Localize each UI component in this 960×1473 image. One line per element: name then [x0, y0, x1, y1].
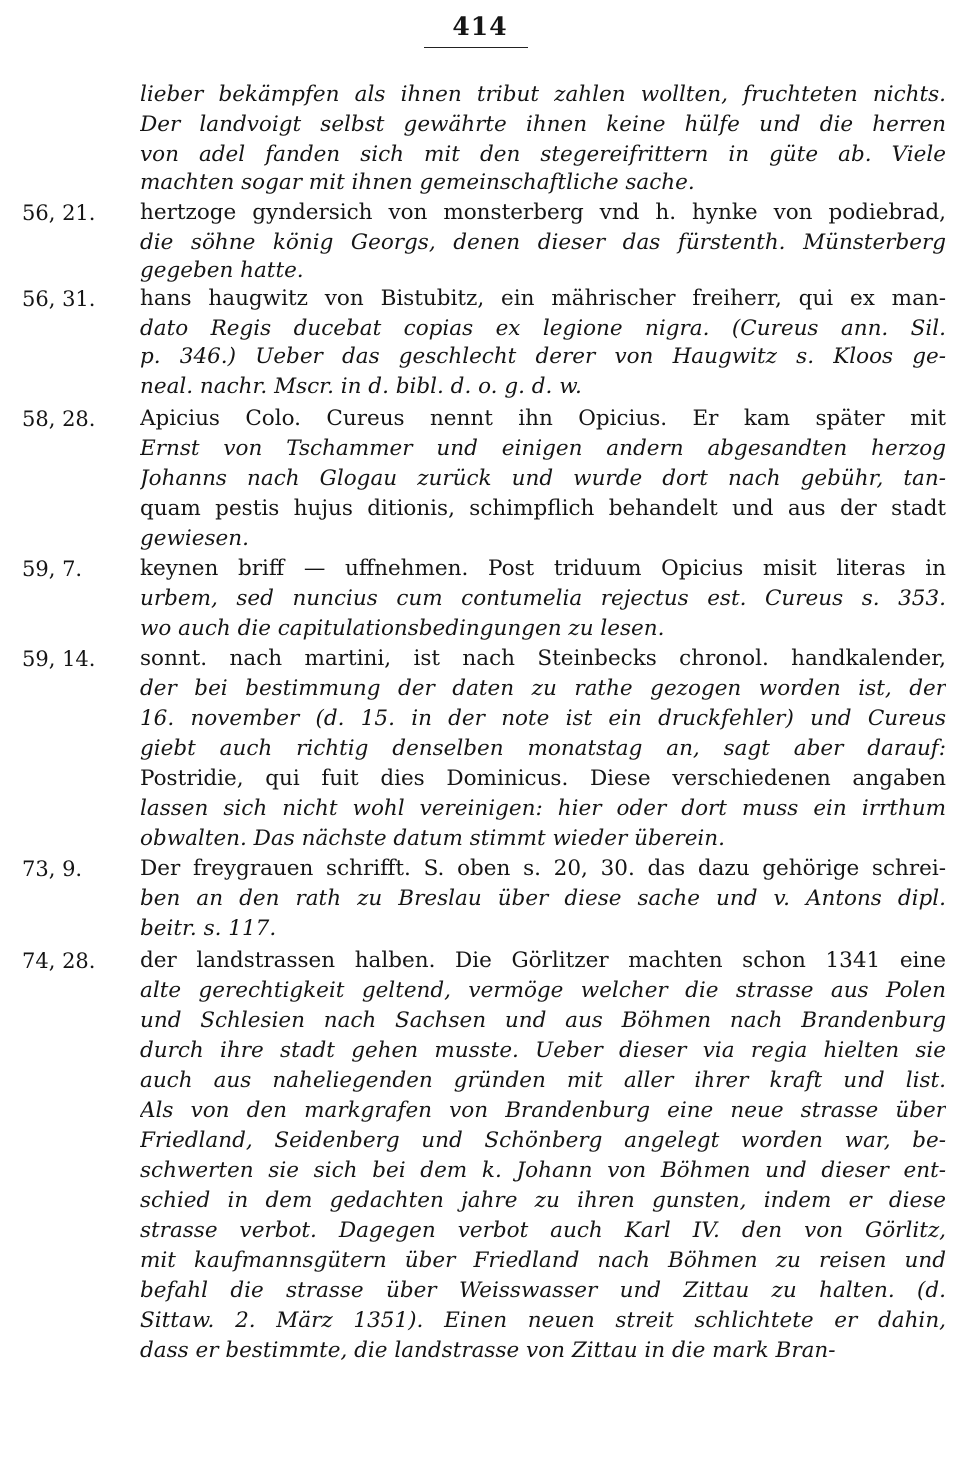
line-text: Johanns nach Glogau zurück und wurde dort nach gebühr, tan- — [140, 466, 946, 491]
line-text: dass er bestimmte, die landstrasse von Zittau in die mark Bran- — [140, 1338, 836, 1363]
text-line — [0, 1126, 960, 1156]
line-text: gewiesen. — [140, 526, 249, 551]
line-text: auch aus naheliegenden gründen mit aller ihrer kraft und list. — [140, 1068, 946, 1093]
line-reference: 59, 14. — [22, 647, 96, 671]
text-line — [0, 110, 960, 140]
text-line — [0, 1066, 960, 1096]
line-text: schwerten sie sich bei dem k. Johann von Böhmen und dieser ent- — [140, 1158, 946, 1183]
header-rule — [424, 47, 528, 48]
line-text: Apicius Colo. Cureus nennt ihn Opicius. Er kam später mit — [140, 406, 946, 431]
text-line — [0, 1156, 960, 1186]
text-line — [0, 554, 960, 584]
line-text: Postridie, qui fuit dies Dominicus. Diese verschiedenen angaben — [140, 766, 946, 791]
text-line — [0, 734, 960, 764]
text-line — [0, 524, 960, 554]
line-text: neal. nachr. Mscr. in d. bibl. d. o. g. d. w. — [140, 374, 582, 399]
text-line — [0, 256, 960, 286]
line-reference: 58, 28. — [22, 407, 96, 431]
line-text: von adel fanden sich mit den stegereifrittern in güte ab. Viele — [140, 142, 946, 167]
line-text: schied in dem gedachten jahre zu ihren gunsten, indem er diese — [140, 1188, 946, 1213]
text-line — [0, 168, 960, 198]
page-number: 414 — [452, 12, 508, 41]
line-text: lassen sich nicht wohl vereinigen: hier oder dort muss ein irrthum — [140, 796, 946, 821]
line-text: giebt auch richtig denselben monatstag an, sagt aber darauf: — [140, 736, 946, 761]
line-text: quam pestis hujus ditionis, schimpflich behandelt und aus der stadt — [140, 496, 946, 521]
line-text: dato Regis ducebat copias ex legione nigra. (Cureus ann. Sil. — [140, 316, 946, 341]
line-text: urbem, sed nuncius cum contumelia rejectus est. Cureus s. 353. — [140, 586, 946, 611]
text-line — [0, 764, 960, 794]
line-reference: 73, 9. — [22, 857, 83, 881]
text-line — [0, 1006, 960, 1036]
text-line — [0, 140, 960, 170]
text-line — [0, 704, 960, 734]
line-text: mit kaufmannsgütern über Friedland nach Böhmen zu reisen und — [140, 1248, 946, 1273]
line-reference: 59, 7. — [22, 557, 83, 581]
line-text: machten sogar mit ihnen gemeinschaftliche sache. — [140, 170, 695, 195]
line-text: Sittaw. 2. März 1351). Einen neuen streit schlichtete er dahin, — [140, 1308, 946, 1333]
line-text: strasse verbot. Dagegen verbot auch Karl IV. den von Görlitz, — [140, 1218, 946, 1243]
line-text: gegeben hatte. — [140, 258, 304, 283]
text-line — [0, 1246, 960, 1276]
text-line — [0, 914, 960, 944]
text-line — [0, 854, 960, 884]
line-reference: 56, 31. — [22, 287, 96, 311]
text-line — [0, 80, 960, 110]
text-line — [0, 198, 960, 228]
line-text: die söhne könig Georgs, denen dieser das fürstenth. Münsterberg — [140, 230, 946, 255]
text-line — [0, 1336, 960, 1366]
text-line — [0, 794, 960, 824]
text-line — [0, 284, 960, 314]
text-line — [0, 1306, 960, 1336]
line-text: hertzoge gyndersich von monsterberg vnd h. hynke von podiebrad, — [140, 200, 946, 225]
line-reference: 74, 28. — [22, 949, 96, 973]
text-line — [0, 228, 960, 258]
text-line — [0, 464, 960, 494]
text-line — [0, 824, 960, 854]
line-text: Friedland, Seidenberg und Schönberg angelegt worden war, be- — [140, 1128, 946, 1153]
text-line — [0, 884, 960, 914]
text-line — [0, 584, 960, 614]
text-line — [0, 1186, 960, 1216]
line-text: beitr. s. 117. — [140, 916, 277, 941]
line-text: der landstrassen halben. Die Görlitzer machten schon 1341 eine — [140, 948, 946, 973]
text-line — [0, 1096, 960, 1126]
text-line — [0, 1216, 960, 1246]
line-text: alte gerechtigkeit geltend, vermöge welcher die strasse aus Polen — [140, 978, 946, 1003]
text-line — [0, 946, 960, 976]
line-text: Der landvoigt selbst gewährte ihnen keine hülfe und die herren — [140, 112, 946, 137]
line-text: hans haugwitz von Bistubitz, ein mährischer freiherr, qui ex man- — [140, 286, 946, 311]
text-line — [0, 674, 960, 704]
text-line — [0, 372, 960, 402]
line-text: Der freygrauen schrifft. S. oben s. 20, 30. das dazu gehörige schrei- — [140, 856, 946, 881]
line-text: und Schlesien nach Sachsen und aus Böhmen nach Brandenburg — [140, 1008, 946, 1033]
text-line — [0, 644, 960, 674]
text-line — [0, 1276, 960, 1306]
text-line — [0, 1036, 960, 1066]
line-text: 16. november (d. 15. in der note ist ein druckfehler) und Cureus — [140, 706, 946, 731]
line-text: ben an den rath zu Breslau über diese sache und v. Antons dipl. — [140, 886, 946, 911]
line-text: wo auch die capitulationsbedingungen zu lesen. — [140, 616, 665, 641]
text-line — [0, 314, 960, 344]
text-line — [0, 614, 960, 644]
line-text: durch ihre stadt gehen musste. Ueber dieser via regia hielten sie — [140, 1038, 946, 1063]
text-line — [0, 976, 960, 1006]
text-line — [0, 434, 960, 464]
line-reference: 56, 21. — [22, 201, 96, 225]
line-text: der bei bestimmung der daten zu rathe gezogen worden ist, der — [140, 676, 946, 701]
line-text: obwalten. Das nächste datum stimmt wieder überein. — [140, 826, 725, 851]
line-text: sonnt. nach martini, ist nach Steinbecks chronol. handkalender, — [140, 646, 946, 671]
line-text: p. 346.) Ueber das geschlecht derer von Haugwitz s. Kloos ge- — [140, 344, 946, 369]
text-line — [0, 404, 960, 434]
line-text: lieber bekämpfen als ihnen tribut zahlen wollten, fruchteten nichts. — [140, 82, 946, 107]
line-text: Als von den markgrafen von Brandenburg eine neue strasse über — [140, 1098, 946, 1123]
text-line — [0, 342, 960, 372]
text-line — [0, 494, 960, 524]
line-text: Ernst von Tschammer und einigen andern abgesandten herzog — [140, 436, 946, 461]
line-text: keynen briff — uffnehmen. Post triduum Opicius misit literas in — [140, 556, 946, 581]
line-text: befahl die strasse über Weisswasser und Zittau zu halten. (d. — [140, 1278, 946, 1303]
